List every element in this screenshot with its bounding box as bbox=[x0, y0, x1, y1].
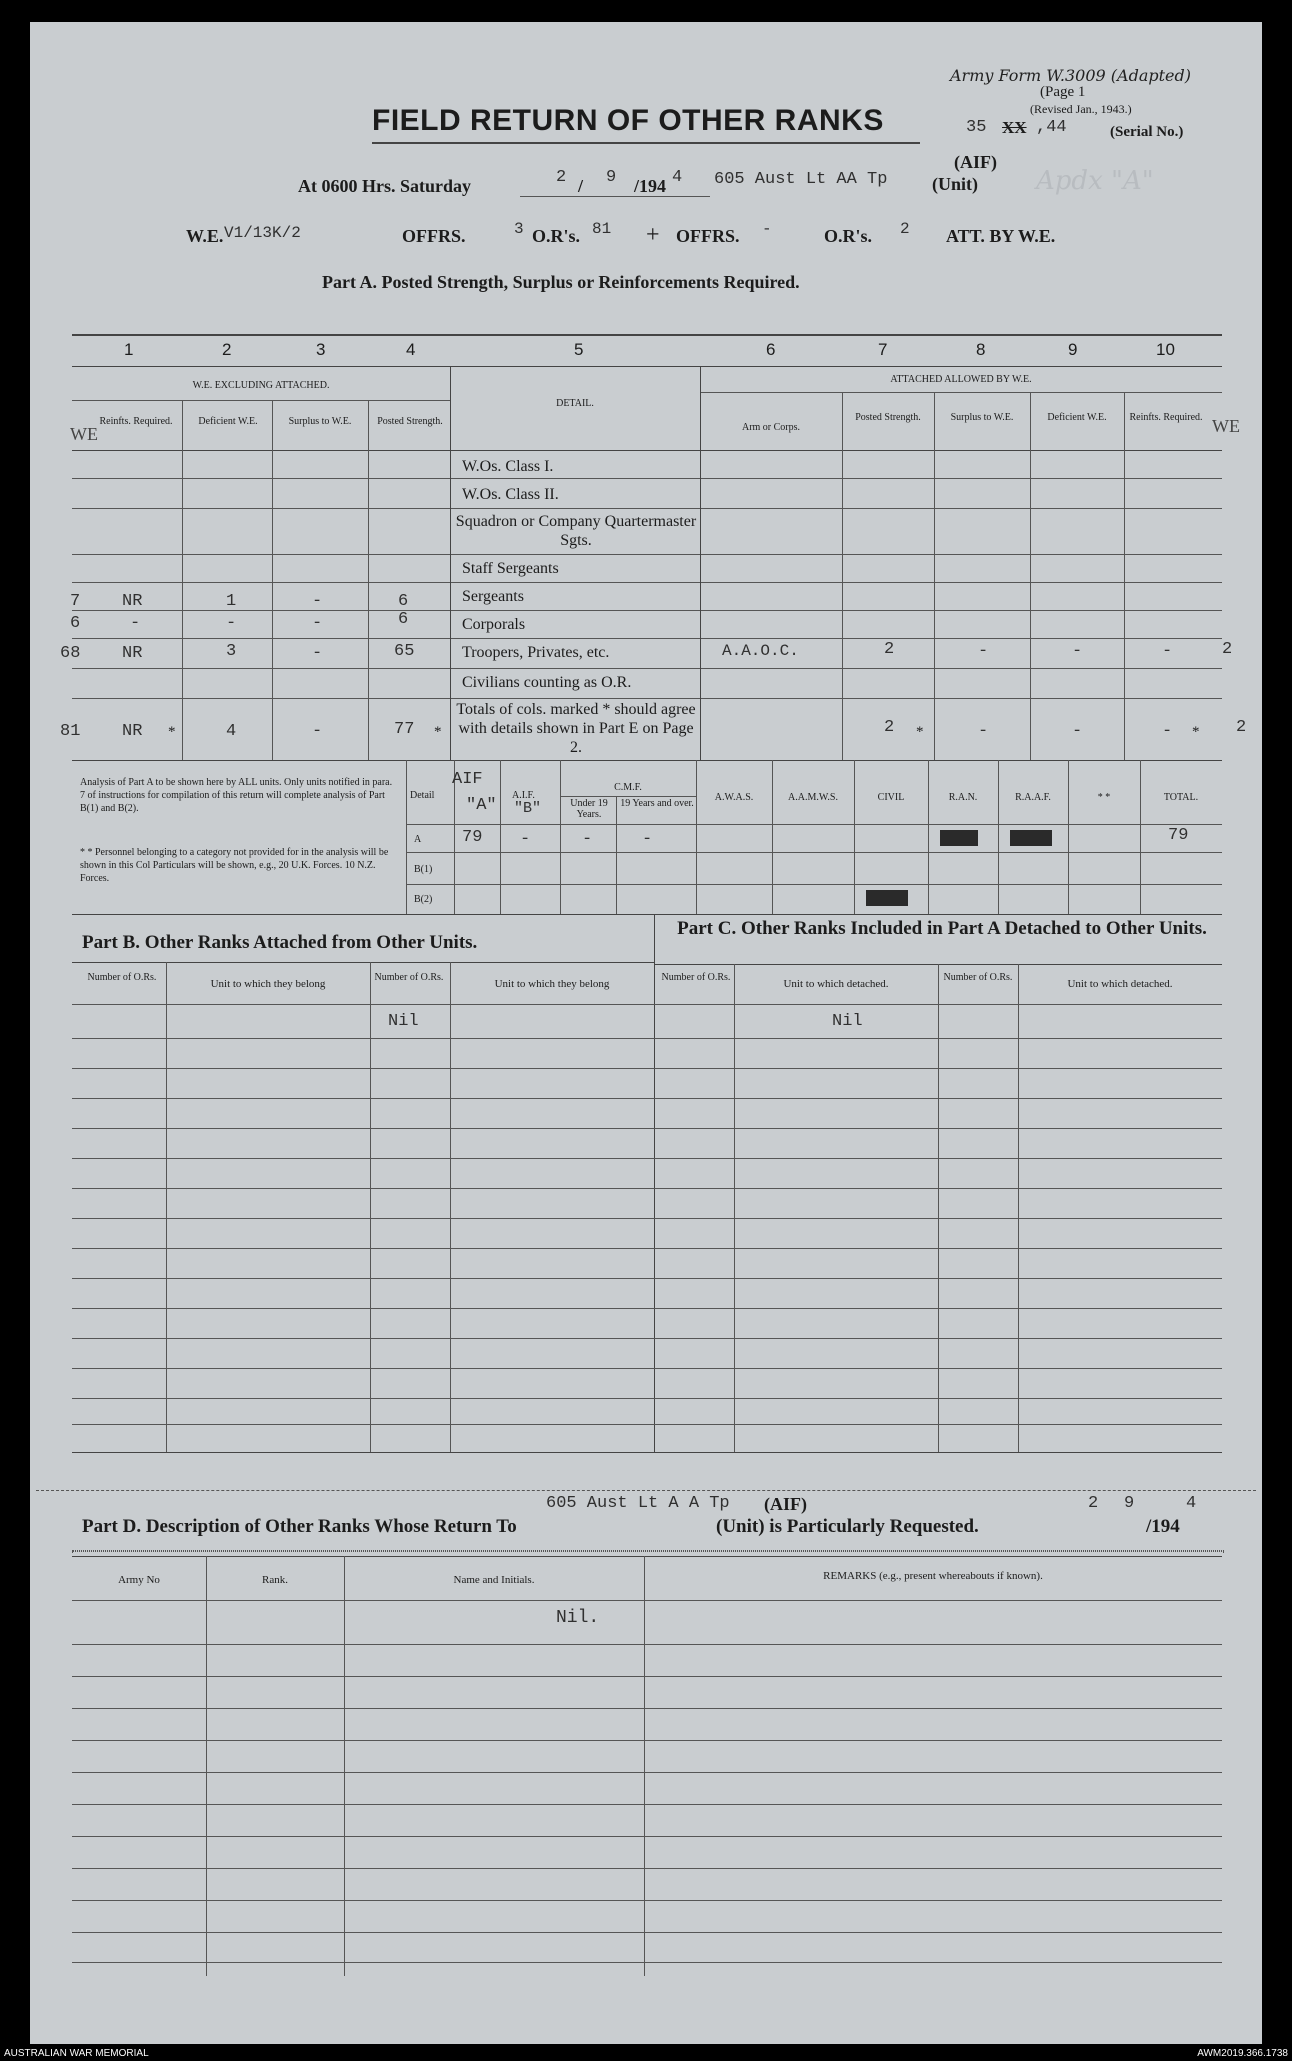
att-label: ATT. BY W.E. bbox=[946, 226, 1056, 246]
part-d-row-line bbox=[72, 1740, 1222, 1741]
analysis-line bbox=[560, 796, 696, 797]
sgt-c2: 1 bbox=[226, 592, 237, 611]
part-d-col-line bbox=[344, 1556, 345, 1976]
col-num-8: 8 bbox=[976, 340, 986, 359]
tot-star: * bbox=[168, 724, 176, 740]
unit-value: 605 Aust Lt AA Tp bbox=[714, 170, 888, 189]
we-excluding-header: W.E. EXCLUDING ATTACHED. bbox=[192, 380, 330, 391]
col-num-7: 7 bbox=[878, 340, 888, 359]
row-line bbox=[72, 478, 1222, 479]
h-surplus: Surplus to W.E. bbox=[288, 416, 352, 427]
b-h-unit-1: Unit to which they belong bbox=[210, 978, 326, 990]
h-aamws: A.A.M.W.S. bbox=[788, 792, 838, 803]
trp-c9: - bbox=[1072, 642, 1083, 661]
analysis-line bbox=[500, 760, 501, 914]
part-d-row-line bbox=[72, 1868, 1222, 1869]
part-d-row-line bbox=[72, 1772, 1222, 1773]
row-a-u19: - bbox=[582, 830, 593, 849]
analysis-note-1: Analysis of Part A to be shown here by ALL units. Only units notified in para. 7 of instructions for compilation of this return will complete analysis of Part B(1) and B(2). bbox=[80, 777, 393, 814]
part-d-col-line bbox=[206, 1556, 207, 1976]
detail-sergeants: Sergeants bbox=[462, 588, 524, 605]
analysis-line bbox=[406, 760, 407, 914]
tot-we-r: 2 bbox=[1236, 718, 1247, 737]
part-bc-row-line bbox=[72, 1248, 1222, 1249]
unit-label: (Unit) bbox=[932, 174, 978, 194]
col-num-6: 6 bbox=[766, 340, 776, 359]
part-d-line bbox=[72, 1600, 1222, 1601]
b-h-num-1: Number of O.Rs. bbox=[87, 972, 157, 983]
tear-line bbox=[36, 1490, 1256, 1491]
part-a-line bbox=[72, 400, 450, 401]
month-value: 9 bbox=[606, 168, 617, 187]
h-aif2: A.I.F. bbox=[512, 790, 535, 801]
detail-qms: Squadron or Company Quartermaster Sgts. bbox=[455, 513, 697, 549]
row-line bbox=[72, 698, 1222, 699]
page-label: (Page 1 bbox=[1040, 84, 1086, 100]
part-b-line bbox=[72, 962, 654, 963]
h-posted: Posted Strength. bbox=[377, 416, 443, 427]
offrs-value: 3 bbox=[514, 220, 524, 238]
part-c-title: Part C. Other Ranks Included in Part A Detached to Other Units. bbox=[677, 918, 1207, 939]
c-h-num-1: Number of O.Rs. bbox=[661, 972, 731, 983]
footer-left: AUSTRALIAN WAR MEMORIAL bbox=[4, 2048, 149, 2059]
page-title: FIELD RETURN OF OTHER RANKS bbox=[372, 104, 884, 137]
h-detail-analysis: Detail bbox=[410, 790, 435, 801]
part-bc-bottom-border bbox=[72, 1452, 1222, 1453]
trp-c4: 65 bbox=[394, 642, 415, 661]
trp-c7: 2 bbox=[884, 640, 895, 659]
h-total: TOTAL. bbox=[1163, 792, 1199, 803]
cpl-we: 6 bbox=[70, 614, 81, 633]
trp-we: 68 bbox=[60, 644, 81, 663]
tot-c1: NR bbox=[122, 722, 143, 741]
d-h-remarks: REMARKS (e.g., present whereabouts if known). bbox=[823, 1570, 1043, 1582]
part-d-top-border bbox=[72, 1556, 1222, 1557]
part-d-dotted-line bbox=[72, 1550, 1224, 1552]
cpl-c3: - bbox=[312, 614, 323, 633]
trp-c2: 3 bbox=[226, 642, 237, 661]
h-ran: R.A.N. bbox=[948, 792, 978, 803]
detail-corporals: Corporals bbox=[462, 616, 526, 633]
we-label: W.E. bbox=[186, 226, 224, 246]
part-d-unit: 605 Aust Lt A A Tp bbox=[546, 1494, 730, 1513]
col-line bbox=[842, 392, 843, 760]
analysis-line bbox=[998, 760, 999, 914]
sgt-c3: - bbox=[312, 592, 323, 611]
h-reinfts: Reinfts. Required. bbox=[99, 416, 173, 427]
part-d-row-line bbox=[72, 1932, 1222, 1933]
trp-we-r: 2 bbox=[1222, 640, 1233, 659]
col-line bbox=[934, 392, 935, 760]
row-label-b2: B(2) bbox=[414, 894, 433, 905]
tot-c8: - bbox=[978, 722, 989, 741]
h-reinfts2: Reinfts. Required. bbox=[1129, 412, 1203, 423]
col-num-2: 2 bbox=[222, 340, 232, 359]
b-h-unit-2: Unit to which they belong bbox=[494, 978, 610, 990]
col-line bbox=[700, 366, 701, 760]
trp-c10: - bbox=[1162, 642, 1173, 661]
c-h-unit-1: Unit to which detached. bbox=[783, 978, 889, 990]
c-h-unit-2: Unit to which detached. bbox=[1067, 978, 1173, 990]
part-d-col-line bbox=[644, 1556, 645, 1976]
h-19over: 19 Years and over. bbox=[620, 798, 694, 809]
ors2-value: 2 bbox=[900, 220, 910, 238]
row-line bbox=[72, 582, 1222, 583]
analysis-line bbox=[696, 760, 697, 914]
offrs2-label: OFFRS. bbox=[676, 226, 740, 246]
d-h-rank: Rank. bbox=[262, 1574, 288, 1586]
analysis-note-2: * * Personnel belonging to a category not provided for in the analysis will be shown in this Col Particulars will be shown, e.g., 20 U.K. Forces. 10 N.Z. Forces. bbox=[80, 847, 389, 884]
date-underline bbox=[520, 196, 710, 197]
redaction-raaf bbox=[1010, 830, 1052, 846]
part-bc-row-line bbox=[72, 1338, 1222, 1339]
analysis-line bbox=[406, 852, 1222, 853]
analysis-line bbox=[928, 760, 929, 914]
row-line bbox=[72, 508, 1222, 509]
year-suffix: 4 bbox=[672, 168, 683, 187]
h-cmf: C.M.F. bbox=[614, 782, 642, 793]
at-label: At 0600 Hrs. Saturday bbox=[298, 176, 472, 196]
h-arm: Arm or Corps. bbox=[741, 422, 801, 433]
part-bc-row-line bbox=[72, 1158, 1222, 1159]
col-num-10: 10 bbox=[1156, 340, 1175, 359]
tot-c3: - bbox=[312, 722, 323, 741]
detail-header: DETAIL. bbox=[556, 398, 594, 409]
part-bc-row-line bbox=[72, 1188, 1222, 1189]
serial-a: 35 bbox=[966, 118, 987, 137]
part-d-nil: Nil. bbox=[556, 1608, 600, 1628]
ors-value: 81 bbox=[592, 220, 612, 238]
part-bc-row-line bbox=[72, 1128, 1222, 1129]
part-d-title-b: (Unit) is Particularly Requested. bbox=[716, 1516, 979, 1537]
h-civil: CIVIL bbox=[877, 792, 905, 803]
h-raaf: R.A.A.F. bbox=[1015, 792, 1051, 803]
trp-arm: A.A.O.C. bbox=[722, 642, 799, 660]
cpl-c2: - bbox=[226, 614, 237, 633]
part-d-month: 9 bbox=[1124, 1494, 1135, 1513]
row-line bbox=[72, 668, 1222, 669]
col-line bbox=[1030, 392, 1031, 760]
col-num-9: 9 bbox=[1068, 340, 1078, 359]
serial-c: ,44 bbox=[1036, 118, 1067, 137]
row-line bbox=[72, 638, 1222, 639]
part-b-nil: Nil bbox=[388, 1012, 419, 1031]
part-a-title: Part A. Posted Strength, Surplus or Reinforcements Required. bbox=[322, 272, 800, 292]
d-h-army: Army No bbox=[118, 1574, 160, 1586]
trp-c3: - bbox=[312, 644, 323, 663]
part-b-col-line bbox=[166, 962, 167, 1452]
part-d-row-line bbox=[72, 1676, 1222, 1677]
detail-totals: Totals of cols. marked * should agree with details shown in Part E on Page 2. bbox=[456, 701, 696, 756]
part-a-line bbox=[700, 392, 1222, 393]
analysis-bottom-border bbox=[72, 914, 1222, 915]
detail-civilians: Civilians counting as O.R. bbox=[462, 674, 632, 691]
part-d-row-line bbox=[72, 1708, 1222, 1709]
part-d-title-a: Part D. Description of Other Ranks Whose Return To bbox=[82, 1516, 517, 1537]
part-d-year-prefix: /194 bbox=[1146, 1516, 1180, 1537]
tot-c4: 77 bbox=[394, 720, 415, 739]
part-d-row-line bbox=[72, 1900, 1222, 1901]
part-bc-line bbox=[72, 1004, 1222, 1005]
analysis-line bbox=[1140, 760, 1141, 914]
row-a-total: 79 bbox=[1168, 826, 1189, 845]
row-label-b1: B(1) bbox=[414, 864, 433, 875]
detail-staff-sgts: Staff Sergeants bbox=[462, 560, 559, 577]
h-deficient: Deficient W.E. bbox=[198, 416, 258, 427]
analysis-line bbox=[406, 824, 1222, 825]
col-num-1: 1 bbox=[124, 340, 134, 359]
h-awas: A.W.A.S. bbox=[714, 792, 754, 803]
analysis-line bbox=[1068, 760, 1069, 914]
detail-troopers: Troopers, Privates, etc. bbox=[462, 644, 610, 661]
col-num-5: 5 bbox=[574, 340, 584, 359]
part-b-col-line bbox=[450, 962, 451, 1452]
title-underline bbox=[372, 142, 920, 144]
row-a-aif-b: - bbox=[520, 830, 531, 849]
part-d-row-line bbox=[72, 1804, 1222, 1805]
serial-label: (Serial No.) bbox=[1110, 124, 1184, 140]
revised-label: (Revised Jan., 1943.) bbox=[1030, 102, 1132, 116]
col-line bbox=[450, 366, 451, 760]
part-bc-row-line bbox=[72, 1068, 1222, 1069]
h-a: "A" bbox=[466, 796, 497, 815]
h-under19: Under 19 Years. bbox=[570, 798, 608, 820]
tot-star-7: * bbox=[916, 724, 924, 740]
parts-b-c-divider bbox=[654, 914, 655, 1452]
h-deficient2: Deficient W.E. bbox=[1047, 412, 1107, 423]
sgt-we: 7 bbox=[70, 592, 81, 611]
part-d-row-line bbox=[72, 1836, 1222, 1837]
trp-c8: - bbox=[978, 642, 989, 661]
cpl-c1: - bbox=[130, 614, 141, 633]
redaction-ran bbox=[940, 830, 978, 846]
analysis-line bbox=[406, 884, 1222, 885]
part-d-day: 2 bbox=[1088, 1494, 1099, 1513]
part-d-aif: (AIF) bbox=[764, 1494, 807, 1514]
day-value: 2 bbox=[556, 168, 567, 187]
part-a-line bbox=[72, 366, 1222, 367]
h-other: * * bbox=[1097, 792, 1111, 803]
we-left-label: WE bbox=[70, 424, 98, 444]
detail-wo2: W.Os. Class II. bbox=[462, 486, 559, 503]
part-bc-row-line bbox=[72, 1038, 1222, 1039]
tot-c2: 4 bbox=[226, 722, 237, 741]
h-aif: AIF bbox=[452, 770, 483, 789]
part-bc-row-line bbox=[72, 1368, 1222, 1369]
tot-star-4: * bbox=[434, 724, 442, 740]
part-d-row-line bbox=[72, 1962, 1222, 1963]
part-bc-row-line bbox=[72, 1278, 1222, 1279]
part-b-col-line bbox=[370, 962, 371, 1452]
offrs2-value: - bbox=[762, 220, 772, 238]
part-bc-row-line bbox=[72, 1308, 1222, 1309]
analysis-line bbox=[772, 760, 773, 914]
row-a-o19: - bbox=[642, 830, 653, 849]
tot-we: 81 bbox=[60, 722, 81, 741]
part-bc-row-line bbox=[72, 1398, 1222, 1399]
col-line bbox=[1124, 392, 1125, 760]
part-d-row-line bbox=[72, 1644, 1222, 1645]
part-a-line bbox=[72, 450, 1222, 451]
year-prefix: /194 bbox=[634, 176, 667, 196]
plus-sign: + bbox=[646, 222, 660, 248]
tot-c10: - bbox=[1162, 722, 1173, 741]
sgt-c4: 6 bbox=[398, 592, 409, 611]
we-right-label: WE bbox=[1212, 416, 1240, 436]
footer-right: AWM2019.366.1738 bbox=[1197, 2048, 1288, 2059]
part-bc-row-line bbox=[72, 1424, 1222, 1425]
h-posted2: Posted Strength. bbox=[855, 412, 921, 423]
sgt-c1: NR bbox=[122, 592, 143, 611]
part-bc-row-line bbox=[72, 1218, 1222, 1219]
col-line bbox=[272, 400, 273, 760]
serial-b: XX bbox=[1002, 118, 1027, 137]
part-a-top-border bbox=[72, 334, 1222, 336]
handwritten-annotation: Apdx "A" bbox=[1036, 166, 1154, 196]
row-line bbox=[72, 610, 1222, 611]
c-h-num-2: Number of O.Rs. bbox=[943, 972, 1013, 983]
offrs-label: OFFRS. bbox=[402, 226, 466, 246]
row-line bbox=[72, 554, 1222, 555]
col-line bbox=[182, 400, 183, 760]
redaction-civil bbox=[866, 890, 908, 906]
army-form-label: Army Form W.3009 (Adapted) bbox=[950, 66, 1192, 85]
ors-label: O.R's. bbox=[532, 226, 581, 246]
analysis-line bbox=[854, 760, 855, 914]
h-b: "B" bbox=[514, 800, 542, 817]
ors2-label: O.R's. bbox=[824, 226, 873, 246]
part-a-bottom-border bbox=[72, 760, 1222, 761]
d-h-name: Name and Initials. bbox=[453, 1574, 535, 1586]
col-line bbox=[368, 400, 369, 760]
part-bc-row-line bbox=[72, 1098, 1222, 1099]
col-num-4: 4 bbox=[406, 340, 416, 359]
col-num-3: 3 bbox=[316, 340, 326, 359]
aif-label: (AIF) bbox=[954, 152, 997, 172]
we-value: V1/13K/2 bbox=[224, 224, 301, 242]
tot-c9: - bbox=[1072, 722, 1083, 741]
tot-c7: 2 bbox=[884, 718, 895, 737]
row-label-a: A bbox=[414, 834, 422, 845]
row-a-aif-a: 79 bbox=[462, 828, 483, 847]
cpl-c4: 6 bbox=[398, 610, 409, 629]
part-c-nil: Nil bbox=[832, 1012, 863, 1031]
trp-c1: NR bbox=[122, 644, 143, 663]
detail-wo1: W.Os. Class I. bbox=[462, 458, 554, 475]
b-h-num-2: Number of O.Rs. bbox=[374, 972, 444, 983]
part-d-year-suffix: 4 bbox=[1186, 1494, 1197, 1513]
part-b-title: Part B. Other Ranks Attached from Other Units. bbox=[82, 932, 478, 953]
h-surplus2: Surplus to W.E. bbox=[950, 412, 1014, 423]
attached-allowed-header: ATTACHED ALLOWED BY W.E. bbox=[890, 374, 1032, 385]
analysis-line bbox=[616, 796, 617, 914]
tot-star-10: * bbox=[1192, 724, 1200, 740]
